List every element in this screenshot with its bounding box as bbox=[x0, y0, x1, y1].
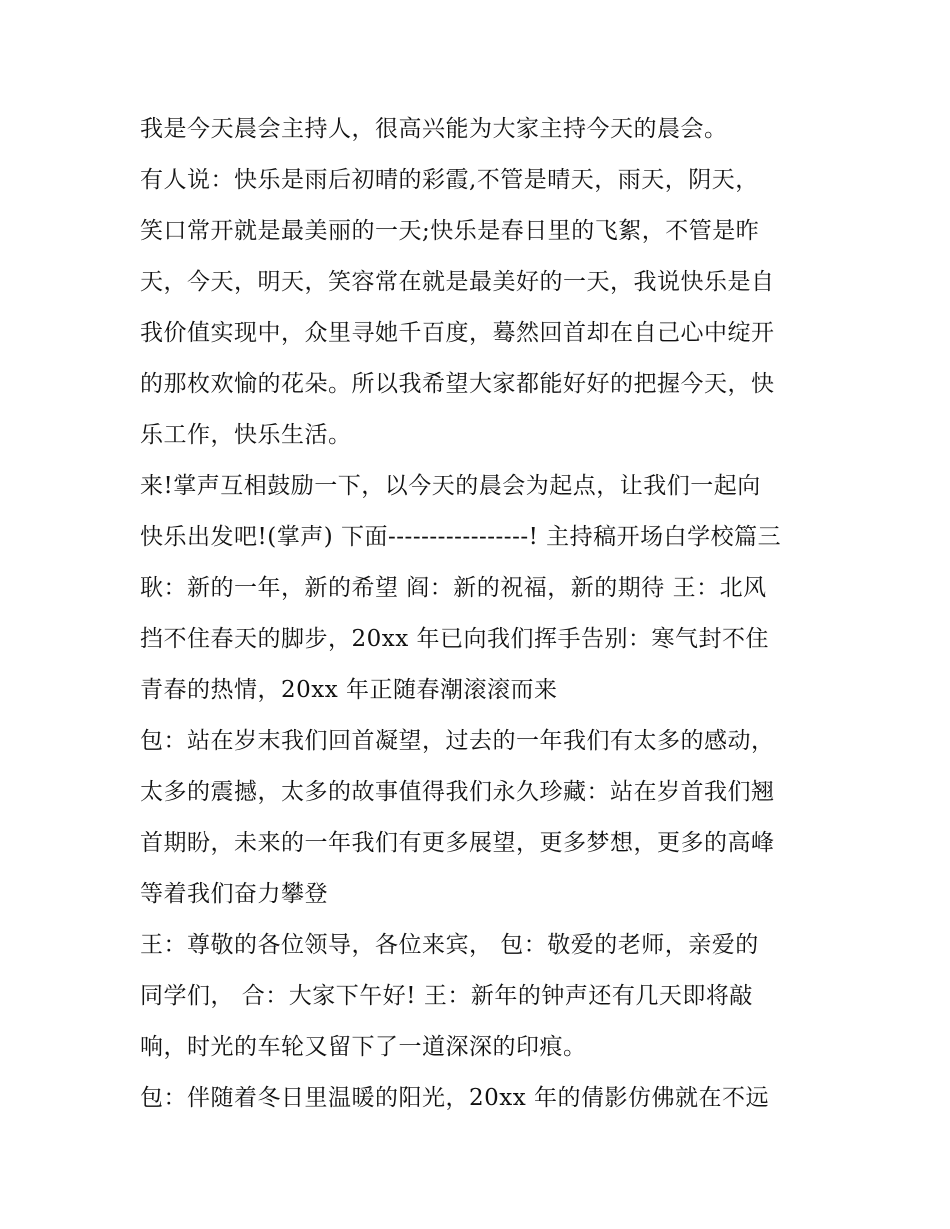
text-line-15: 首期盼，未来的一年我们有更多展望，更多梦想，更多的高峰 bbox=[140, 830, 775, 856]
text-line-12: 青春的热情，20xx 年正随春潮滚滚而来 bbox=[140, 677, 558, 703]
document-body bbox=[140, 104, 830, 1124]
text-line-7: 乐工作，快乐生活。 bbox=[140, 422, 352, 448]
text-line-2: 有人说：快乐是雨后初晴的彩霞,不管是晴天，雨天，阴天， bbox=[140, 167, 759, 193]
text-line-10: 耿：新的一年，新的希望 阎：新的祝福，新的期待 王：北风 bbox=[140, 575, 767, 601]
text-line-5: 我价值实现中，众里寻她千百度，蓦然回首却在自己心中绽开 bbox=[140, 320, 775, 346]
text-line-11: 挡不住春天的脚步，20xx 年已向我们挥手告别：寒气封不住 bbox=[140, 626, 770, 652]
text-line-1: 我是今天晨会主持人，很高兴能为大家主持今天的晨会。 bbox=[140, 116, 728, 142]
text-line-4: 天，今天，明天，笑容常在就是最美好的一天，我说快乐是自 bbox=[140, 269, 775, 295]
text-line-20: 包：伴随着冬日里温暖的阳光，20xx 年的倩影仿佛就在不远 bbox=[140, 1085, 770, 1111]
text-line-13: 包：站在岁末我们回首凝望，过去的一年我们有太多的感动， bbox=[140, 728, 775, 754]
text-line-19: 响，时光的车轮又留下了一道深深的印痕。 bbox=[140, 1034, 587, 1060]
text-line-14: 太多的震撼，太多的故事值得我们永久珍藏：站在岁首我们翘 bbox=[140, 779, 775, 805]
text-line-8: 来!掌声互相鼓励一下，以今天的晨会为起点，让我们一起向 bbox=[140, 473, 761, 499]
text-line-9: 快乐出发吧!(掌声) 下面-----------------! 主持稿开场白学校篇三 bbox=[140, 524, 782, 550]
text-line-6: 的那枚欢愉的花朵。所以我希望大家都能好好的把握今天，快 bbox=[140, 371, 775, 397]
text-line-18: 同学们， 合：大家下午好! 王：新年的钟声还有几天即将敲 bbox=[140, 983, 753, 1009]
text-line-3: 笑口常开就是最美丽的一天;快乐是春日里的飞絮，不管是昨 bbox=[140, 218, 760, 244]
text-line-17: 王：尊敬的各位领导，各位来宾， 包：敬爱的老师，亲爱的 bbox=[140, 932, 759, 958]
text-line-16: 等着我们奋力攀登 bbox=[140, 881, 328, 907]
